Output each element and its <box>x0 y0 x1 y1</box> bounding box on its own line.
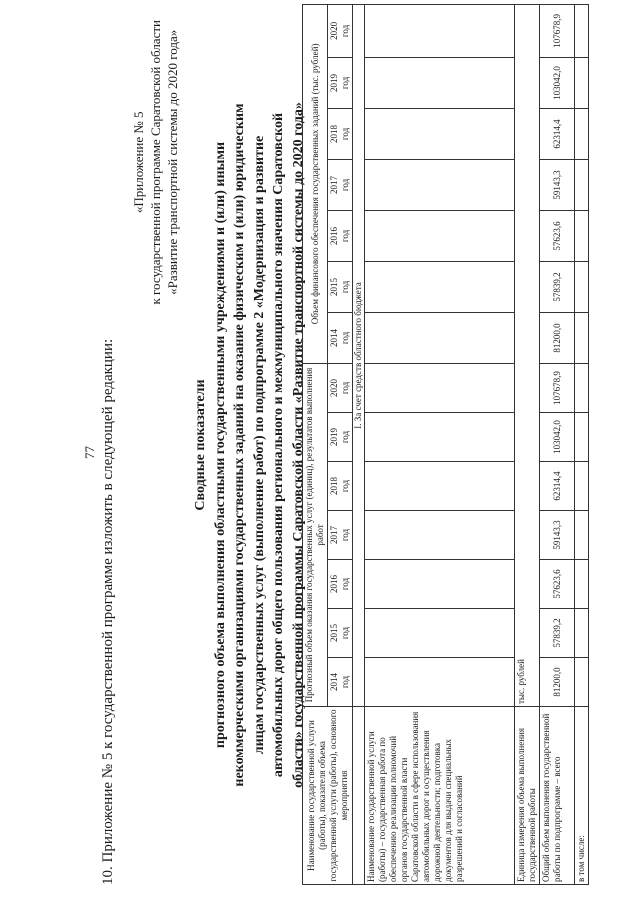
indicators-table <box>302 4 589 885</box>
volume-group-header: Прогнозный объем оказания государственных услуг (единиц), результатов выполнения работ <box>303 363 328 706</box>
year-value: 2016 <box>329 226 339 245</box>
value-cell: 81200,0 <box>540 312 575 363</box>
table-row <box>575 4 589 884</box>
year-unit: год <box>340 577 350 591</box>
table-row <box>540 4 575 884</box>
year-value: 2016 <box>329 575 339 593</box>
value-cell: 103042,0 <box>540 413 575 462</box>
year-unit: год <box>340 24 350 38</box>
year-value: 2014 <box>329 673 339 691</box>
appendix-line-1: «Приложение № 5 <box>131 111 146 214</box>
intro-line: 10. Приложение № 5 к государственной программе изложить в следующей редакции: <box>100 338 116 885</box>
value-cell: 107678,9 <box>540 4 575 57</box>
section-row <box>353 4 365 884</box>
total-label-cell: Общий объем выполнения государственной работы по подпрограмме – всего <box>540 707 575 885</box>
year-unit: год <box>340 430 350 444</box>
section-label: I. За счет средств областного бюджета <box>353 4 365 706</box>
year-value: 2019 <box>329 428 339 446</box>
table-row <box>365 4 515 884</box>
unit-label-cell: Единица измерения объема выполнения государственной работы <box>515 707 540 885</box>
year-value: 2019 <box>329 73 339 92</box>
year-unit: год <box>340 479 350 493</box>
year-value: 2018 <box>329 477 339 495</box>
year-unit: год <box>340 280 350 294</box>
year-value: 2017 <box>329 175 339 194</box>
finance-group-header: Объем финансового обеспечения государственных заданий (тыс. рублей) <box>303 4 328 363</box>
year-header <box>328 609 353 658</box>
year-unit: год <box>340 127 350 141</box>
year-header <box>328 261 353 312</box>
heading-title: Сводные показатели <box>193 379 208 511</box>
heading-line: некоммерческими организациями государственных заданий на оказание физическим и (или) юридическим <box>232 103 247 787</box>
year-unit: год <box>340 229 350 243</box>
including-cell: в том числе: <box>575 707 589 885</box>
value-cell: 57839,2 <box>540 609 575 658</box>
year-header <box>328 108 353 159</box>
year-value: 2020 <box>329 378 339 397</box>
value-cell: 59143,3 <box>540 159 575 210</box>
year-value: 2018 <box>329 124 339 143</box>
year-value: 2015 <box>329 277 339 296</box>
heading-line: прогнозного объема выполнения областными государственными учреждениями и (или) иными <box>212 141 228 749</box>
service-name-cell: Наименование государственной услуги (работы) – государственная работа по обеспечению реализации полномочий органов государственной власти Саратовской области в сфере использования автомобильных дорог и осуществления дорожной деятельности; подготовка документов для выдачи специальных разрешений и согласований <box>365 707 515 885</box>
header-row-groups <box>303 4 328 884</box>
year-header <box>328 658 353 707</box>
value-cell: 57839,2 <box>540 261 575 312</box>
heading-line: лицам государственных услуг (выполнение работ) по подпрограмме 2 «Модернизация и развитие <box>251 135 267 755</box>
value-cell: 57623,6 <box>540 560 575 609</box>
table-row <box>515 4 540 884</box>
year-header <box>328 413 353 462</box>
year-header <box>328 57 353 108</box>
year-unit: год <box>340 381 350 395</box>
page-number: 77 <box>82 446 97 459</box>
appendix-line-2: к государственной программе Саратовской области <box>148 20 163 305</box>
value-cell: 107678,9 <box>540 363 575 412</box>
heading-line: области» государственной программы Саратовской области «Развитие транспортной системы до 2020 года» <box>290 102 306 788</box>
year-unit: год <box>340 331 350 345</box>
year-unit: год <box>340 626 350 640</box>
year-header <box>328 363 353 412</box>
heading-line: автомобильных дорог общего пользования регионального и межмуниципального значения Саратовской <box>271 112 286 778</box>
year-value: 2020 <box>329 21 339 40</box>
value-cell: 57623,6 <box>540 210 575 261</box>
value-cell: 103042,0 <box>540 57 575 108</box>
year-value: 2014 <box>329 328 339 347</box>
value-cell: 59143,3 <box>540 511 575 560</box>
year-unit: год <box>340 528 350 542</box>
year-header <box>328 511 353 560</box>
year-value: 2017 <box>329 526 339 544</box>
year-header <box>328 462 353 511</box>
year-header <box>328 159 353 210</box>
year-unit: год <box>340 76 350 90</box>
year-header <box>328 560 353 609</box>
year-header <box>328 312 353 363</box>
col-name-header: Наименование государственной услуги (работы), показателя объема государственной услуги (работы), основного мероприятия <box>303 707 353 885</box>
year-value: 2015 <box>329 624 339 642</box>
unit-value-cell: тыс. рублей <box>515 4 540 706</box>
value-cell: 62314,4 <box>540 108 575 159</box>
appendix-line-3: «Развитие транспортной системы до 2020 года» <box>165 29 180 295</box>
year-unit: год <box>340 675 350 689</box>
year-header <box>328 4 353 57</box>
appendix-reference <box>130 20 181 305</box>
document-heading <box>191 5 308 885</box>
value-cell: 62314,4 <box>540 462 575 511</box>
year-header <box>328 210 353 261</box>
value-cell: 81200,0 <box>540 658 575 707</box>
year-unit: год <box>340 178 350 192</box>
